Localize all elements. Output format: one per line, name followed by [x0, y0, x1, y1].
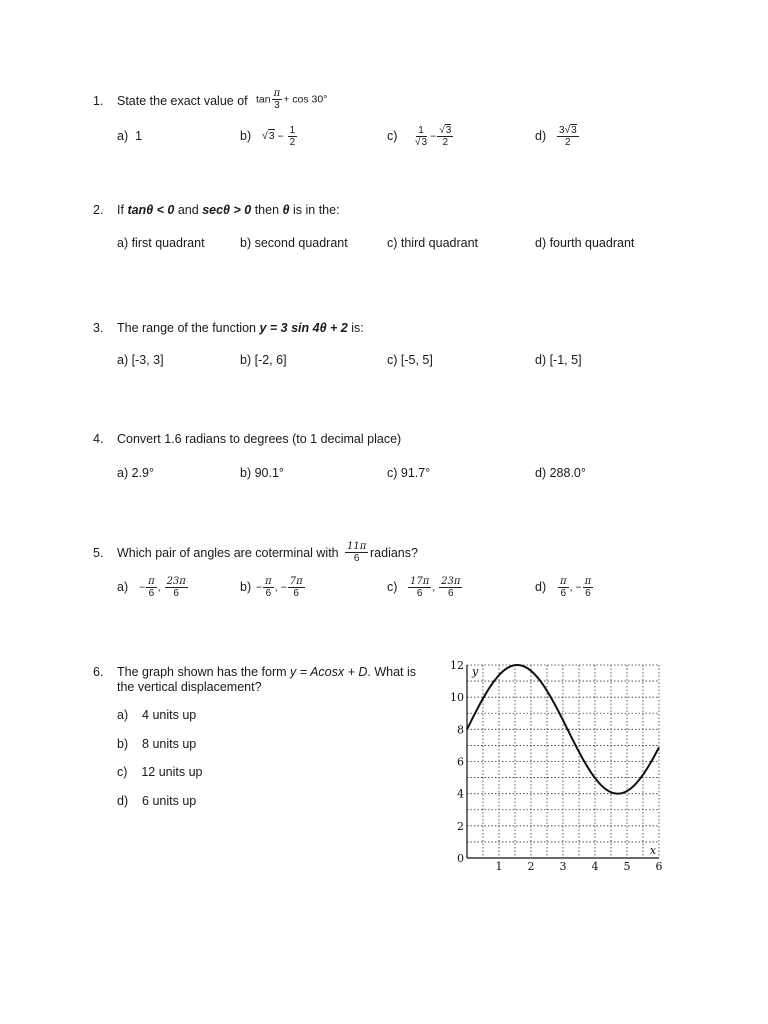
q1-a-letter: a) [117, 129, 129, 143]
q1-b-minus: − [277, 130, 284, 143]
q3-option-a[interactable]: a) [-3, 3] [117, 353, 164, 367]
q5-angle [344, 541, 369, 564]
origin-label: 0 [457, 852, 464, 865]
q3-option-d[interactable]: d) [-1, 5] [535, 353, 582, 367]
q1-option-d-expr [556, 125, 580, 148]
q1-c-n1: 1 [418, 125, 424, 136]
q5-option-d-expr: $\frac{\pi}{6}$ , − $\frac{\pi}{6}$ [560, 576, 592, 599]
q5-angle-den: 6 [353, 553, 360, 564]
q1-option-d[interactable] [535, 129, 546, 144]
q6-line1: The graph shown has the form y = Acosx + D. What is [117, 665, 416, 679]
q6-graph [445, 655, 675, 880]
q1-expr-pi: π [273, 88, 281, 99]
q4-text: Convert 1.6 radians to degrees (to 1 decimal place) [117, 432, 402, 446]
x-tick-label: 4 [591, 860, 599, 873]
q1-c-d2: 2 [442, 137, 449, 148]
q4-option-c[interactable]: c) 91.7° [387, 466, 431, 480]
q1-expr-three: 3 [274, 100, 280, 111]
q5-option-b[interactable]: b) [240, 580, 252, 594]
x-tick-label: 1 [495, 860, 503, 873]
q1-option-a[interactable] [117, 129, 142, 144]
q6-option-c[interactable]: c) 12 units up [117, 765, 203, 779]
x-tick-label: 6 [655, 860, 663, 873]
q3-option-c[interactable]: c) [-5, 5] [387, 353, 433, 367]
q1-b-num: 1 [289, 125, 296, 136]
q5-number: 5. [93, 546, 104, 560]
q1-expression [256, 88, 327, 111]
y-axis-label: y [472, 665, 479, 678]
q5-text: Which pair of angles are coterminal with [117, 546, 339, 560]
q1-c-n2: √3 [439, 125, 452, 136]
q6-option-d[interactable]: d) 6 units up [117, 794, 197, 808]
q5-option-b-expr: − $\frac{\pi}{6}$ , − $\frac{7\pi}{6}$ [256, 576, 303, 599]
q1-b-letter: b) [240, 129, 252, 143]
q2-theta: θ [282, 203, 290, 217]
q1-option-c-expr [412, 125, 454, 148]
x-tick-label: 5 [623, 860, 631, 873]
y-tick-label: 2 [457, 819, 464, 833]
q1-c-letter: c) [387, 129, 398, 143]
q2-option-b[interactable]: b) second quadrant [240, 236, 348, 250]
q3-option-b[interactable]: b) [-2, 6] [240, 353, 287, 367]
q4-number: 4. [93, 432, 104, 446]
q1-c-minus: − [430, 130, 437, 143]
q3-function: y = 3 sin 4θ + 2 [259, 321, 348, 335]
q1-text: State the exact value of [117, 94, 248, 108]
q1-b-sqrt: √3 [262, 130, 275, 143]
q1-c-d1: √3 [415, 137, 428, 148]
q1-d-num: 3√3 [559, 125, 577, 136]
q5-tail: radians? [370, 546, 418, 560]
q4-option-d[interactable]: d) 288.0° [535, 466, 586, 480]
q6-form: y = Acosx + D [290, 665, 368, 679]
q5-option-a[interactable]: a) [117, 580, 129, 594]
y-tick-label: 8 [457, 723, 464, 737]
q6-option-a[interactable]: a) 4 units up [117, 708, 197, 722]
q3-text: The range of the function y = 3 sin 4θ + 2 is: [117, 321, 364, 335]
q1-option-b-expr [262, 125, 298, 148]
y-tick-label: 4 [457, 787, 464, 801]
q1-option-b[interactable] [240, 129, 251, 144]
x-tick-label: 2 [527, 860, 535, 873]
q2-option-a[interactable]: a) first quadrant [117, 236, 205, 250]
q1-number: 1. [93, 94, 104, 108]
q2-text: If tanθ < 0 and secθ > 0 then θ is in the: [117, 203, 340, 217]
q1-expr-tan: tan [256, 93, 271, 106]
q5-option-c-expr: $\frac{17\pi}{6}$ , $\frac{23\pi}{6}$ [410, 576, 461, 599]
q4-option-a[interactable]: a) 2.9° [117, 466, 154, 480]
q5-option-d[interactable]: d) [535, 580, 547, 594]
q5-option-c[interactable]: c) [387, 580, 398, 594]
q1-d-letter: d) [535, 129, 547, 143]
y-tick-label: 6 [457, 755, 464, 769]
q5-option-a-expr: − $\frac{\pi}{6}$ , $\frac{23\pi}{6}$ [139, 576, 186, 599]
q1-d-den: 2 [565, 137, 571, 148]
q1-expr-rest: + cos 30° [283, 93, 328, 106]
x-axis-label: x [649, 844, 657, 857]
q6-line2: the vertical displacement? [117, 680, 262, 694]
q1-b-den: 2 [289, 137, 296, 148]
q6-option-b[interactable]: b) 8 units up [117, 737, 197, 751]
q2-number: 2. [93, 203, 104, 217]
q1-a-value: 1 [135, 129, 143, 143]
q5-angle-num: 11π [347, 541, 367, 552]
q2-cond2: secθ > 0 [202, 203, 252, 217]
y-tick-label: 12 [450, 659, 464, 672]
x-tick-label: 3 [559, 860, 567, 873]
q3-number: 3. [93, 321, 104, 335]
q6-number: 6. [93, 665, 104, 679]
q2-option-c[interactable]: c) third quadrant [387, 236, 479, 250]
y-tick-label: 10 [450, 691, 464, 705]
q2-option-d[interactable]: d) fourth quadrant [535, 236, 635, 250]
q1-option-c[interactable] [387, 129, 397, 144]
q4-option-b[interactable]: b) 90.1° [240, 466, 284, 480]
q2-cond1: tanθ < 0 [127, 203, 175, 217]
